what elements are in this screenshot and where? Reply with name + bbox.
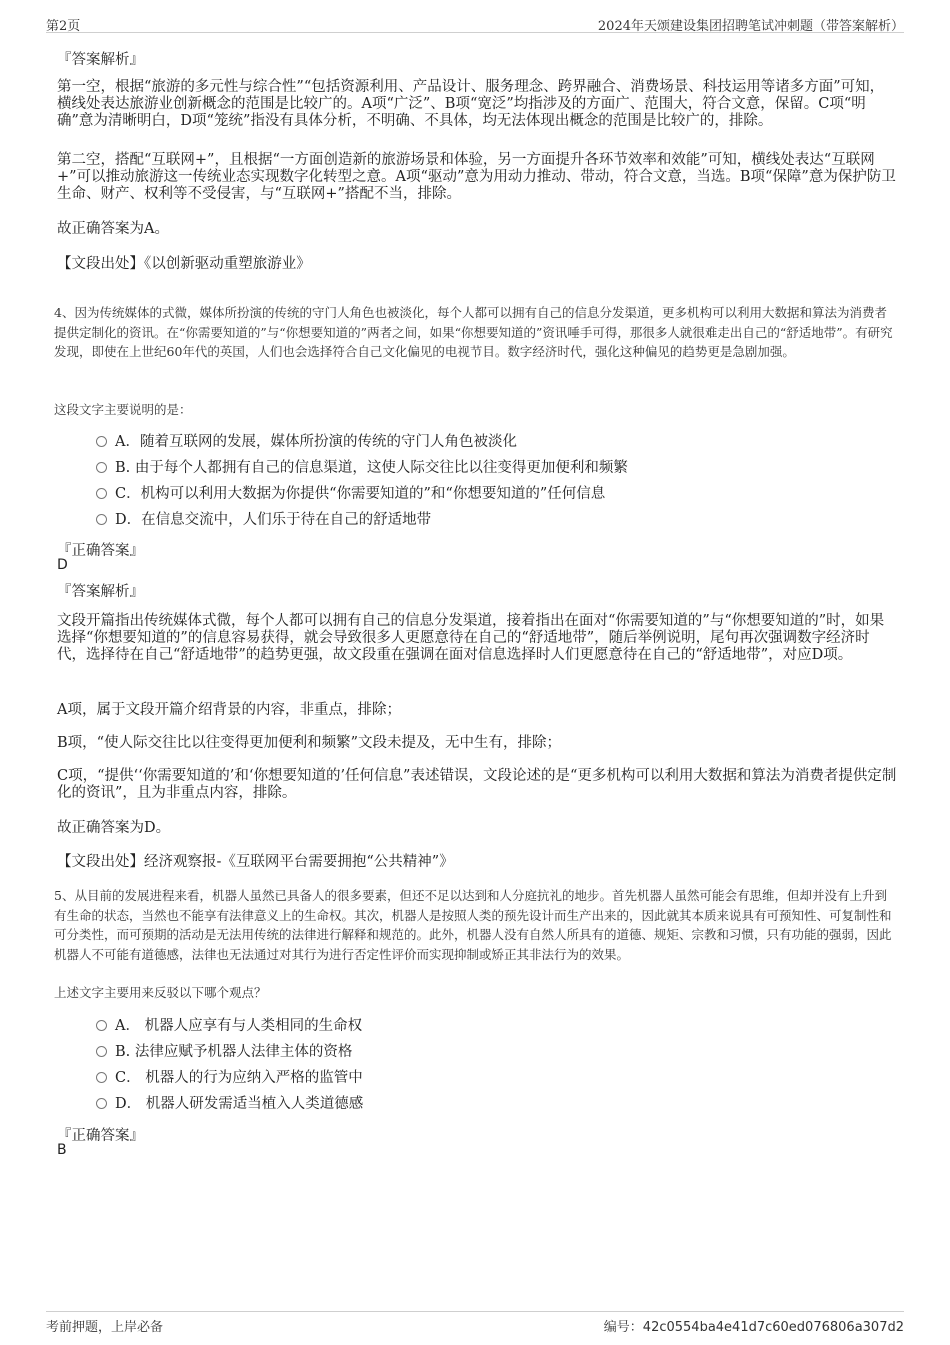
q5-option-a[interactable]: A． 机器人应享有与人类相同的生命权: [96, 1016, 362, 1036]
page-number: 第2页: [46, 19, 81, 34]
q3-conclusion: 故正确答案为A。: [57, 221, 169, 237]
q5-answer-label: 『正确答案』: [57, 1128, 144, 1144]
q4-answer-label: 『正确答案』: [57, 543, 144, 559]
radio-icon[interactable]: [96, 436, 107, 447]
q5-question-text: 5、从目前的发展进程来看，机器人虽然已具备人的很多要素，但还不足以达到和人分庭抗礼的地步。首先机器人虽然可能会有思维，但却并没有上升到有生命的状态，当然也不能享有法律意义上的生命权。其次，机器人是按照人类的预先设计而生产出来的，因此就其本质来说具有可预知性、可复制性和可分类性，而可预期的活动是无法用传统的法律进行解释和规范的。此外，机器人没有自然人所具有的道德、规矩、宗教和习惯，只有功能的强弱，因此机器人不可能有道德感，法律也无法通过对其行为进行否定性评价而实现抑制或矫正其非法行为的效果。: [54, 888, 892, 962]
q4-prompt: 这段文字主要说明的是：: [54, 402, 192, 417]
q5-answer: B: [57, 1142, 67, 1158]
q4-answer: D: [57, 557, 68, 573]
radio-icon[interactable]: [96, 514, 107, 525]
radio-icon[interactable]: [96, 462, 107, 473]
q3-analysis-para2: 第二空，搭配“互联网+”，且根据“一方面创造新的旅游场景和体验，另一方面提升各环节效率和效能”可知，横线处表达“互联网+”可以推动旅游这一传统业态实现数字化转型之意。A项“驱动”意为用动力推动、带动，符合文意，当选。B项“保障”意为保护防卫生命、财产、权利等不受侵害，与“互联网+”搭配不当，排除。: [57, 152, 896, 202]
q4-option-b[interactable]: B. 由于每个人都拥有自己的信息渠道，这使人际交往比以往变得更加便利和频繁: [96, 458, 628, 478]
q3-analysis-label: 『答案解析』: [57, 52, 144, 68]
q4-option-d[interactable]: D．在信息交流中，人们乐于待在自己的舒适地带: [96, 510, 431, 530]
footer-slogan: 考前押题，上岸必备: [46, 1320, 164, 1335]
radio-icon[interactable]: [96, 1046, 107, 1057]
q4-analysis-c: C项，“提供‘‘你需要知道的’和‘你想要知道的’任何信息”表述错误，文段论述的是“更多机构可以利用大数据和算法为消费者提供定制化的资讯”，且为非重点内容，排除。: [57, 768, 897, 801]
q3-analysis-para1: 第一空，根据“旅游的多元性与综合性”“包括资源利用、产品设计、服务理念、跨界融合、消费场景、科技运用等诸多方面”可知，横线处表达旅游业创新概念的范围是比较广的。A项“广泛”、B项“宽泛”均指涉及的方面广、范围大，符合文意，保留。C项“明确”意为清晰明白，D项“笼统”指没有具体分析，不明确、不具体，均无法体现出概念的范围是比较广的，排除。: [57, 79, 885, 129]
footer-code: 编号：42c0554ba4e41d7c60ed076806a307d2: [603, 1320, 904, 1335]
q5-option-c[interactable]: C． 机器人的行为应纳入严格的监管中: [96, 1068, 363, 1088]
q4-source: 【文段出处】经济观察报-《互联网平台需要拥抱“公共精神”》: [57, 854, 454, 870]
document-title: 2024年天颂建设集团招聘笔试冲刺题（带答案解析）: [597, 19, 904, 34]
page-header: [46, 14, 904, 33]
q5-option-b[interactable]: B. 法律应赋予机器人法律主体的资格: [96, 1042, 352, 1062]
q4-option-c[interactable]: C．机构可以利用大数据为你提供“你需要知道的”和“你想要知道的”任何信息: [96, 484, 605, 504]
q4-analysis-label: 『答案解析』: [57, 584, 144, 600]
q4-analysis-b: B项，“使人际交往比以往变得更加便利和频繁”文段未提及，无中生有，排除；: [57, 735, 561, 751]
q4-option-a[interactable]: A．随着互联网的发展，媒体所扮演的传统的守门人角色被淡化: [96, 432, 517, 452]
q4-analysis: 文段开篇指出传统媒体式微，每个人都可以拥有自己的信息分发渠道，接着指出在面对“你需要知道的”与“你想要知道的”时，如果选择“你想要知道的”的信息容易获得，就会导致很多人更愿意待在自己的“舒适地带”，随后举例说明，尾句再次强调数字经济时代，选择待在自己“舒适地带”的趋势更强，故文段重在强调在面对信息选择时人们更愿意待在自己的“舒适地带”，对应D项。: [57, 613, 885, 663]
q4-analysis-a: A项，属于文段开篇介绍背景的内容，非重点，排除；: [57, 702, 401, 718]
q4-question-text: 4、因为传统媒体的式微，媒体所扮演的传统的守门人角色也被淡化，每个人都可以拥有自己的信息分发渠道，更多机构可以利用大数据和算法为消费者提供定制化的资讯。在“你需要知道的”与“你想要知道的”两者之间，如果“你想要知道的”资讯唾手可得，那很多人就很难走出自己的“舒适地带”。有研究发现，即使在上世纪60年代的英国，人们也会选择符合自己文化偏见的电视节目。数字经济时代，强化这种偏见的趋势更是急剧加强。: [54, 305, 893, 359]
radio-icon[interactable]: [96, 1098, 107, 1109]
q4-conclusion: 故正确答案为D。: [57, 820, 171, 836]
radio-icon[interactable]: [96, 1072, 107, 1083]
page-footer: [46, 1311, 904, 1335]
radio-icon[interactable]: [96, 1020, 107, 1031]
q5-option-d[interactable]: D． 机器人研发需适当植入人类道德感: [96, 1094, 363, 1114]
radio-icon[interactable]: [96, 488, 107, 499]
q5-prompt: 上述文字主要用来反驳以下哪个观点？: [54, 985, 267, 1000]
q3-source: 【文段出处】《以创新驱动重塑旅游业》: [57, 256, 311, 272]
